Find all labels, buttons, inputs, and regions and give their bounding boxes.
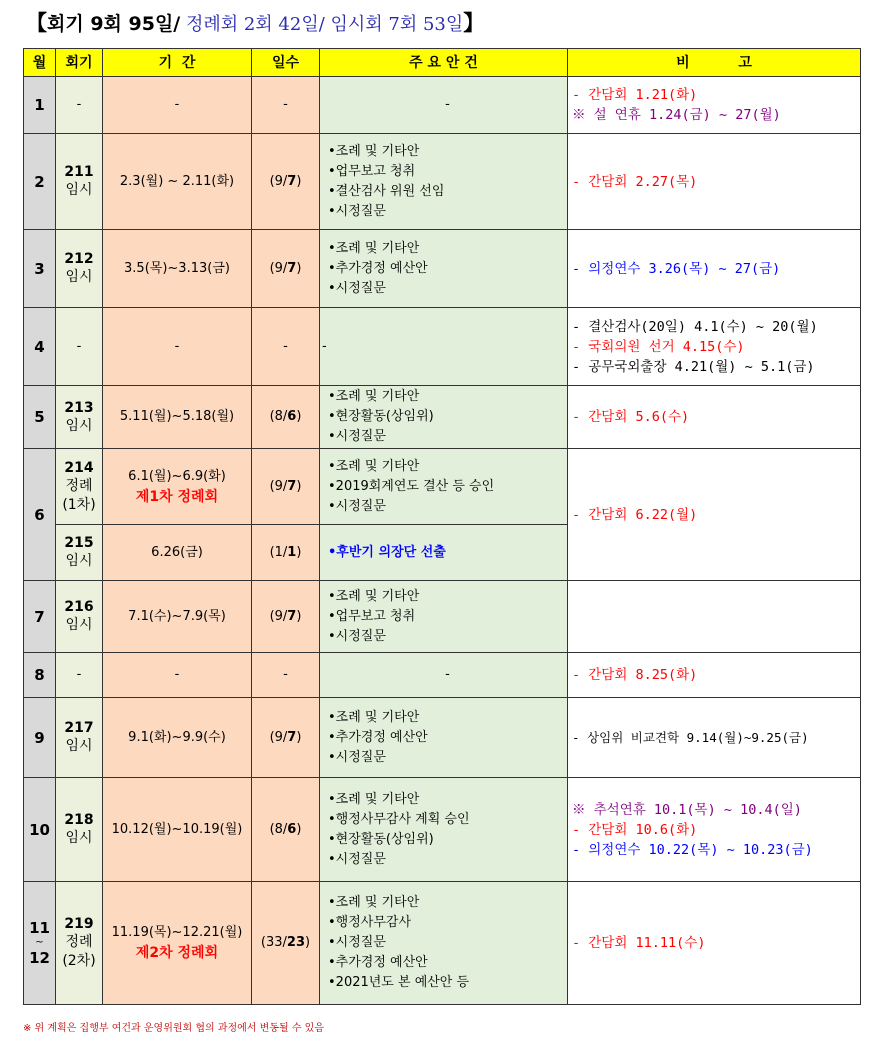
agenda-cell [320,134,568,230]
table-row [24,134,861,230]
title-summary-detail: 정례회 2회 42일/ 임시회 7회 53일 [180,14,464,35]
table-row [24,698,861,778]
month-end: 12 [29,949,50,967]
agenda-item: •행정사무감사 [328,915,412,930]
header-row [24,49,861,77]
table-row [24,882,861,1005]
session-kind: 임시 [65,617,93,633]
agenda-item-highlight: •후반기 의장단 선출 [328,544,446,560]
session-cell [56,230,103,308]
agenda-item: •시정질문 [328,628,386,644]
agenda-cell: - [320,77,568,134]
session-cell: - [56,77,103,134]
agenda-cell [320,230,568,308]
session-cell [56,698,103,778]
month-cell: 9 [24,698,56,778]
header-agenda: 주 요 안 건 [320,49,568,77]
days-total: (33/ [260,935,287,950]
period-dates: 6.1(월)~6.9(화) [128,468,226,484]
days-actual: 6 [287,821,297,837]
days-actual: 7 [287,729,297,745]
agenda-item: •추가경정 예산안 [328,729,428,745]
agenda-item: •조례 및 기타안 [328,895,420,910]
agenda-cell [320,525,568,581]
period-cell: 9.1(화)~9.9(수) [103,698,252,778]
period-cell: 7.1(수)~7.9(목) [103,581,252,653]
agenda-cell [320,581,568,653]
period-cell: 5.11(월)~5.18(월) [103,386,252,449]
session-cell [56,134,103,230]
days-close: ) [305,935,311,950]
days-cell [252,230,320,308]
note-line: - 간담회 1.21(화) [572,87,698,103]
days-total: (9/ [269,173,288,189]
agenda-item: •업무보고 청취 [328,163,416,179]
agenda-item: •2021년도 본 예산안 등 [328,975,470,990]
note-line: - 국회의원 선거 4.15(수) [572,338,745,355]
header-month: 월 [24,49,56,77]
agenda-item: •현장활동(상임위) [328,831,434,847]
month-cell: 8 [24,653,56,698]
table-row [24,581,861,653]
session-number: 219 [64,916,94,932]
month-cell: 2 [24,134,56,230]
note-line: - 간담회 8.25(화) [572,667,698,683]
days-cell [252,698,320,778]
session-number: 212 [64,251,94,267]
days-close: ) [296,478,302,494]
agenda-item: •2019회계연도 결산 등 승인 [328,478,495,494]
header-note: 비 고 [568,49,861,77]
days-cell [252,778,320,882]
month-cell: 3 [24,230,56,308]
note-cell [568,77,861,134]
session-kind: 정례 [65,477,93,494]
days-cell [252,882,320,1005]
agenda-item: •시정질문 [328,851,386,867]
days-close: ) [296,608,302,624]
agenda-item: •시정질문 [328,498,386,514]
session-kind: 임시 [65,738,93,754]
note-line: - 간담회 6.22(월) [572,506,698,523]
header-session: 회기 [56,49,103,77]
agenda-item: •추가경정 예산안 [328,955,428,970]
agenda-item: •조례 및 기타안 [328,791,420,807]
period-cell: - [103,308,252,386]
session-number: 213 [64,399,94,416]
agenda-item: •시정질문 [328,935,386,950]
note-line: - 결산검사(20일) 4.1(수) ~ 20(월) [572,318,818,335]
agenda-item: •조례 및 기타안 [328,458,420,474]
agenda-cell [320,882,568,1005]
agenda-item: •시정질문 [328,203,386,219]
agenda-item: •조례 및 기타안 [328,240,420,256]
days-cell [252,449,320,525]
days-total: (9/ [269,608,288,624]
note-line: ※ 설 연휴 1.24(금) ~ 27(월) [572,107,781,123]
agenda-item: •시정질문 [328,429,386,444]
note-line: - 의정연수 10.22(목) ~ 10.23(금) [572,841,813,858]
days-cell: - [252,653,320,698]
days-total: (8/ [269,409,288,424]
note-line: - 상임위 비교견학 9.14(월)~9.25(금) [572,729,809,745]
agenda-item: •조례 및 기타안 [328,709,420,725]
session-number: 211 [64,164,94,180]
session-cell [56,449,103,525]
page-title [26,6,484,40]
period-cell: 3.5(목)~3.13(금) [103,230,252,308]
days-close: ) [296,544,302,560]
session-number: 217 [64,720,94,736]
month-cell: 5 [24,386,56,449]
note-cell [568,882,861,1005]
table-row [24,449,861,525]
days-actual: 7 [287,260,297,276]
period-cell: 10.12(월)~10.19(월) [103,778,252,882]
month-cell: 1 [24,77,56,134]
table-row [24,308,861,386]
session-cell [56,778,103,882]
session-order: (1차) [62,496,96,513]
agenda-item: •조례 및 기타안 [328,143,420,159]
days-total: (1/ [269,544,288,560]
month-cell: 7 [24,581,56,653]
session-cell [56,581,103,653]
days-actual: 1 [287,544,297,560]
days-close: ) [296,173,302,189]
month-cell [24,882,56,1005]
note-cell [568,308,861,386]
footnote: ※ 위 계획은 집행부 여건과 운영위원회 협의 과정에서 변동될 수 있음 [23,1023,324,1034]
period-cell: - [103,77,252,134]
header-period: 기 간 [103,49,252,77]
agenda-item: •조례 및 기타안 [328,389,420,404]
session-cell: - [56,653,103,698]
days-cell [252,134,320,230]
agenda-item: •시정질문 [328,280,386,296]
days-cell [252,581,320,653]
days-close: ) [296,729,302,745]
agenda-item: •현장활동(상임위) [328,409,434,424]
days-total: (9/ [269,729,288,745]
session-kind: 임시 [65,269,93,285]
note-cell [568,449,861,581]
month-cell: 6 [24,449,56,581]
agenda-cell [320,778,568,882]
days-cell [252,525,320,581]
days-close: ) [296,260,302,276]
days-cell [252,386,320,449]
session-cell [56,882,103,1005]
agenda-item: •행정사무감사 계획 승인 [328,811,470,827]
agenda-cell [320,386,568,449]
month-start: 11 [29,919,50,937]
period-cell [103,449,252,525]
table-row [24,653,861,698]
days-cell: - [252,308,320,386]
note-line: - 간담회 2.27(목) [572,173,698,190]
session-cell [56,386,103,449]
title-bracket-close: 】 [463,11,485,35]
note-cell [568,230,861,308]
session-number: 218 [64,812,94,828]
session-order: (2차) [62,953,96,969]
agenda-item: •추가경정 예산안 [328,260,428,276]
period-dates: 11.19(목)~12.21(월) [111,925,243,940]
period-cell: - [103,653,252,698]
agenda-cell [320,449,568,525]
note-line: - 의정연수 3.26(목) ~ 27(금) [572,260,781,277]
session-cell: - [56,308,103,386]
agenda-item: •업무보고 청취 [328,608,416,624]
header-days: 일수 [252,49,320,77]
month-cell: 4 [24,308,56,386]
days-actual: 7 [287,478,297,494]
agenda-item: •결산검사 위원 선임 [328,183,445,199]
schedule-table [23,48,861,1005]
session-number: 216 [64,599,94,615]
note-cell [568,134,861,230]
days-actual: 6 [287,409,297,424]
days-total: (8/ [269,821,288,837]
days-total: (9/ [269,260,288,276]
month-cell: 10 [24,778,56,882]
note-cell [568,778,861,882]
session-number: 215 [64,535,94,551]
session-kind: 임시 [65,417,93,434]
days-close: ) [296,821,302,837]
note-cell [568,698,861,778]
regular-session-label: 제2차 정례회 [135,945,219,961]
session-kind: 정례 [65,934,93,950]
period-cell: 6.26(금) [103,525,252,581]
agenda-cell: - [320,308,568,386]
session-kind: 임시 [65,830,93,846]
period-cell [103,882,252,1005]
table-row [24,230,861,308]
days-cell: - [252,77,320,134]
session-kind: 임시 [65,182,93,198]
note-cell [568,581,861,653]
note-cell [568,653,861,698]
days-total: (9/ [269,478,288,494]
table-row [24,386,861,449]
regular-session-label: 제1차 정례회 [135,488,219,505]
note-line: - 간담회 10.6(화) [572,821,698,838]
title-bracket-open: 【 [26,11,47,35]
days-actual: 7 [287,173,297,189]
note-line: - 공무국외출장 4.21(월) ~ 5.1(금) [572,358,815,375]
days-actual: 23 [286,935,305,950]
days-actual: 7 [287,608,297,624]
session-kind: 임시 [65,553,93,569]
agenda-item: •시정질문 [328,749,386,765]
days-close: ) [296,409,302,424]
month-range-sep: ~ [35,937,44,948]
note-cell [568,386,861,449]
note-line: - 간담회 11.11(수) [572,935,706,951]
agenda-cell: - [320,653,568,698]
table-row [24,77,861,134]
agenda-item: •조례 및 기타안 [328,588,420,604]
note-line: - 간담회 5.6(수) [572,409,690,425]
period-cell: 2.3(월) ~ 2.11(화) [103,134,252,230]
note-line: ※ 추석연휴 10.1(목) ~ 10.4(일) [572,801,802,818]
agenda-cell [320,698,568,778]
title-summary-bold: 회기 9회 95일/ [47,13,181,35]
table-row [24,778,861,882]
session-number: 214 [64,459,94,476]
session-cell [56,525,103,581]
